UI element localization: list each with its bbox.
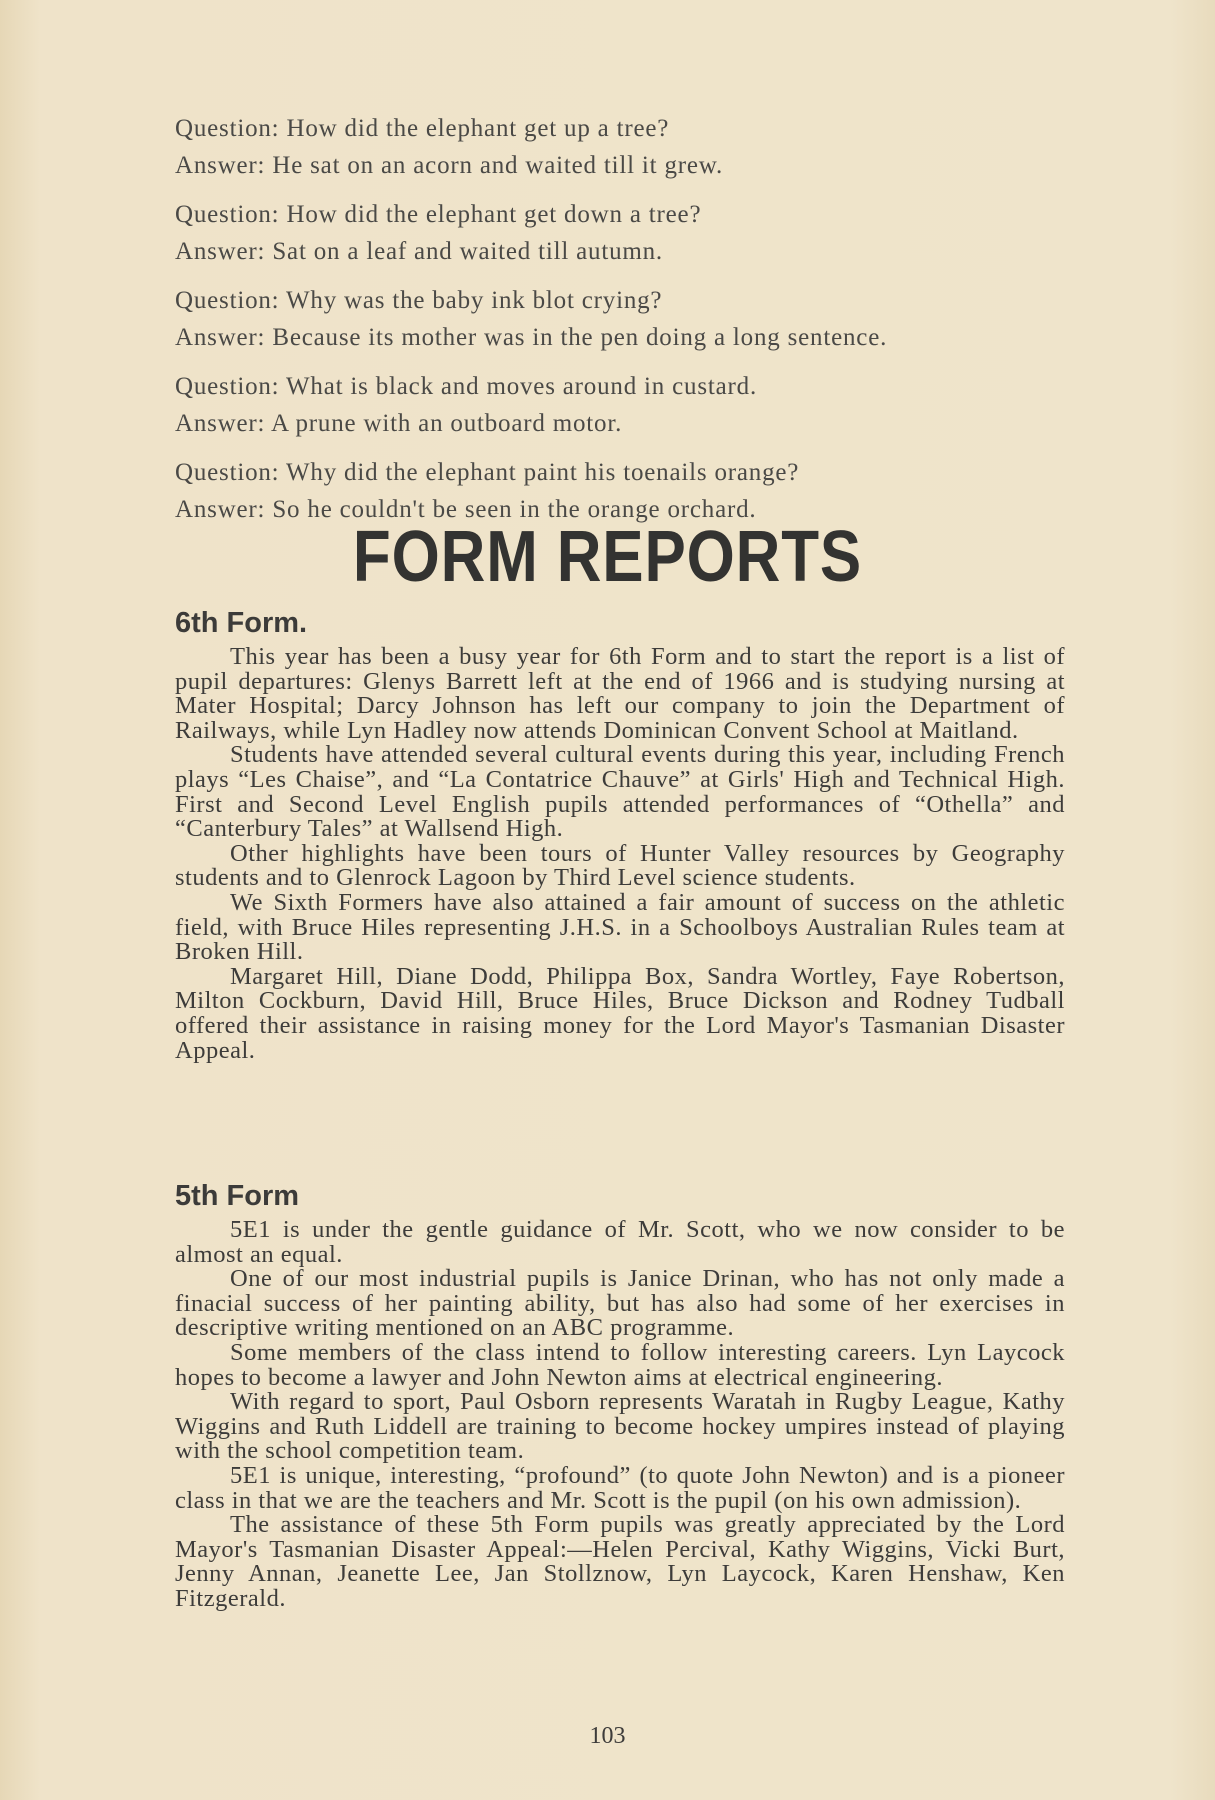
- paragraph: This year has been a busy year for 6th Form and to start the report is a list of pupil departures: Glenys Barrett left at the end of 1966 and is studying nursing at Mater Hospital; Darcy Johnson has left our company to join the Department of Railways, while Lyn Hadley now attends Dominican Convent School at Maitland.: [175, 643, 1065, 744]
- joke-question: Question: Why was the baby ink blot crying?: [175, 287, 663, 314]
- page-title: FORM REPORTS: [352, 517, 863, 597]
- paragraph: 5E1 is under the gentle guidance of Mr. Scott, who we now consider to be almost an equal.: [175, 1216, 1065, 1268]
- jokes-block: [175, 110, 1075, 540]
- joke-answer: Answer: Sat on a leaf and waited till autumn.: [175, 238, 663, 265]
- paragraph: Some members of the class intend to follow interesting careers. Lyn Laycock hopes to become a lawyer and John Newton aims at electrical engineering.: [175, 1338, 1065, 1391]
- joke-question: Question: What is black and moves around in custard.: [175, 373, 757, 400]
- joke-item: [175, 196, 1075, 270]
- joke-question: Question: Why did the elephant paint his toenails orange?: [175, 459, 800, 486]
- joke-item: [175, 282, 1075, 356]
- joke-answer: Answer: He sat on an acorn and waited till it grew.: [175, 152, 724, 179]
- paragraph: The assistance of these 5th Form pupils was greatly appreciated by the Lord Mayor's Tasmanian Disaster Appeal:—Helen Percival, Kathy Wiggins, Vicki Burt, Jenny Annan, Jeanette Lee, Jan Stollznow, Lyn Laycock, Karen Henshaw, Ken Fitzgerald.: [175, 1511, 1065, 1612]
- paragraph: 5E1 is unique, interesting, “profound” (to quote John Newton) and is a pioneer class in that we are the teachers and Mr. Scott is the pupil (on his own admission).: [175, 1461, 1065, 1514]
- section-heading: 5th Form: [175, 1180, 300, 1212]
- paragraph: One of our most industrial pupils is Janice Drinan, who has not only made a finacial success of her painting ability, but has also had some of her exercises in descriptive writing mentioned on an ABC programme.: [175, 1265, 1065, 1342]
- paragraph: Students have attended several cultural events during this year, including French plays “Les Chaise”, and “La Contatrice Chauve” at Girls' High and Technical High. First and Second Level English pupils attended performances of “Othella” and “Canterbury Tales” at Wallsend High.: [175, 741, 1065, 843]
- sixth-form-section: [175, 605, 1065, 1063]
- joke-answer: Answer: Because its mother was in the pen doing a long sentence.: [175, 324, 888, 351]
- paragraph: With regard to sport, Paul Osborn represents Waratah in Rugby League, Kathy Wiggins and Ruth Liddell are training to become hockey umpires instead of playing with the school competition team.: [175, 1388, 1065, 1465]
- joke-question: Question: How did the elephant get down a tree?: [175, 201, 702, 228]
- page-number: 103: [589, 1723, 626, 1749]
- joke-item: [175, 110, 1075, 184]
- fifth-form-section: [175, 1178, 1065, 1612]
- paragraph: We Sixth Formers have also attained a fair amount of success on the athletic field, with Bruce Hiles representing J.H.S. in a Schoolboys Australian Rules team at Broken Hill.: [175, 888, 1065, 966]
- joke-answer: Answer: A prune with an outboard motor.: [175, 410, 623, 437]
- joke-item: [175, 368, 1075, 442]
- paragraph: Margaret Hill, Diane Dodd, Philippa Box, Sandra Wortley, Faye Robertson, Milton Cockburn, David Hill, Bruce Hiles, Bruce Dickson and Rodney Tudball offered their assistance in raising money for the Lord Mayor's Tasmanian Disaster Appeal.: [175, 962, 1065, 1064]
- paragraph: Other highlights have been tours of Hunter Valley resources by Geography students and to Glenrock Lagoon by Third Level science students.: [175, 839, 1065, 892]
- section-heading: 6th Form.: [175, 607, 308, 639]
- joke-question: Question: How did the elephant get up a tree?: [175, 115, 670, 142]
- joke-answer: Answer: So he couldn't be seen in the orange orchard.: [175, 496, 757, 523]
